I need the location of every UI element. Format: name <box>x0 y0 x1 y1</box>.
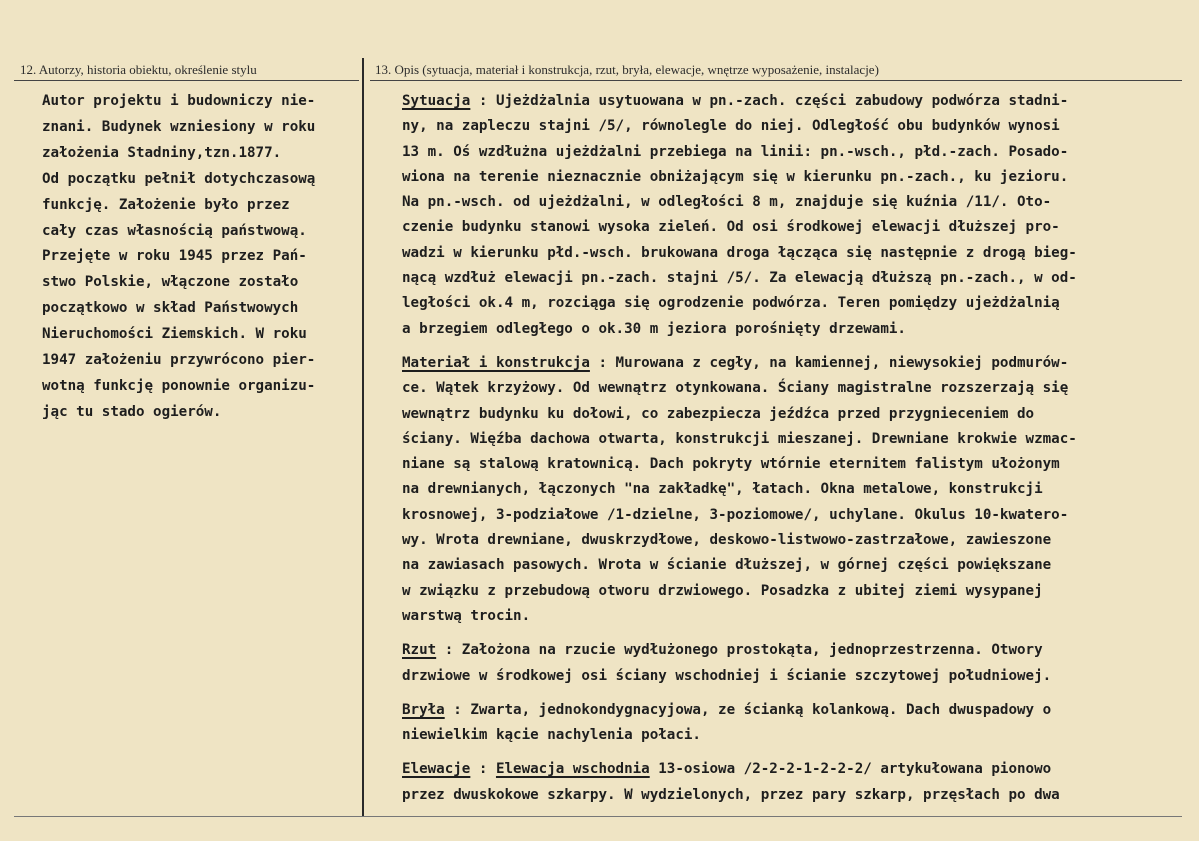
description-line: wadzi w kierunku płd.-wsch. brukowana droga łącząca się następnie z drogą bieg- <box>402 244 1077 261</box>
description-line: nącą wzdłuż elewacji pn.-zach. stajni /5/. Za elewacją dłuższą pn.-zach., w od- <box>402 270 1077 287</box>
description-line: wiona na terenie nieznacznie obniżającym się w kierunku pn.-zach., ku jezioru. <box>402 168 1069 185</box>
paragraph-material <box>402 351 1187 629</box>
description-line: Na pn.-wsch. od ujeżdżalni, w odległości 8 m, znajduje się kuźnia /11/. Oto- <box>402 194 1052 211</box>
history-line: założenia Stadniny,tzn.1877. <box>42 144 282 161</box>
description-line: niane są stalową kratownicą. Dach pokryty wtórnie eternitem falistym ułożonym <box>402 456 1060 473</box>
history-text <box>42 89 360 426</box>
history-line: Autor projektu i budowniczy nie- <box>42 93 316 109</box>
description-line-text: : Murowana z cegły, na kamiennej, niewysokiej podmurów- <box>589 354 1069 371</box>
description-line: ny, na zapleczu stajni /5/, równolegle do niej. Odległość obu budynków wynosi <box>402 118 1060 135</box>
paragraph-elewacje <box>402 757 1187 808</box>
description-line <box>402 698 1187 723</box>
history-line: znani. Budynek wzniesiony w roku <box>42 118 316 135</box>
history-line: jąc tu stado ogierów. <box>42 403 222 420</box>
description-line-text: 13-osiowa /2-2-2-1-2-2-2/ artykułowana pionowo <box>649 761 1052 778</box>
history-line: funkcję. Założenie było przez <box>42 196 290 213</box>
label-elewacja-wschodnia: Elewacja wschodnia <box>495 761 650 778</box>
description-line: ściany. Więźba dachowa otwarta, konstrukcji mieszanej. Drewniane krokwie wzmac- <box>402 430 1077 447</box>
description-line <box>402 757 1187 782</box>
history-line: 1947 założeniu przywrócono pier- <box>42 352 316 369</box>
description-line: ce. Wątek krzyżowy. Od wewnątrz otynkowana. Ściany magistralne rozszerzają się <box>402 380 1069 397</box>
description-line: krosnowej, 3-podziałowe /1-dzielne, 3-poziomowe/, uchylane. Okulus 10-kwatero- <box>402 506 1069 523</box>
paragraph-rzut <box>402 638 1187 689</box>
description-line: wy. Wrota drewniane, dwuskrzydłowe, deskowo-listwowo-zastrzałowe, zawieszone <box>402 532 1052 549</box>
description-line-text: : Ujeżdżalnia usytuowana w pn.-zach. części zabudowy podwórza stadni- <box>470 93 1069 109</box>
description-line: w związku z przebudową otworu drzwiowego. Posadzka z ubitej ziemi wysypanej <box>402 582 1043 599</box>
history-line: stwo Polskie, włączone zostało <box>42 274 299 291</box>
label-sytuacja: Sytuacja <box>402 93 471 109</box>
paragraph-sytuacja <box>402 89 1187 342</box>
description-line <box>402 638 1187 663</box>
description-text <box>402 89 1187 817</box>
history-line: Przejęte w roku 1945 przez Pań- <box>42 248 307 265</box>
description-line: ległości ok.4 m, rozciąga się ogrodzenie podwórza. Teren pomiędzy ujeżdżalnią <box>402 295 1060 312</box>
label-rzut: Rzut <box>402 642 437 659</box>
label-elewacje: Elewacje <box>402 761 471 778</box>
header-rule-left <box>14 80 359 81</box>
header-rule-right <box>370 80 1182 81</box>
description-line: na zawiasach pasowych. Wrota w ścianie dłuższej, w górnej części powiększane <box>402 557 1052 574</box>
history-line: Nieruchomości Ziemskich. W roku <box>42 326 307 343</box>
label-bryla: Bryła <box>402 701 445 718</box>
description-line: drzwiowe w środkowej osi ściany wschodniej i ścianie szczytowej południowej. <box>402 667 1052 684</box>
description-line: a brzegiem odległego o ok.30 m jeziora porośnięty drzewami. <box>402 320 906 337</box>
description-line <box>402 351 1187 376</box>
column-divider <box>362 58 364 816</box>
section-12-header: 12. Autorzy, historia obiektu, określenie stylu <box>20 62 257 77</box>
history-line: wotną funkcję ponownie organizu- <box>42 377 316 394</box>
label-separator: : <box>470 761 496 778</box>
history-line: początkowo w skład Państwowych <box>42 300 299 317</box>
history-line: Od początku pełnił dotychczasową <box>42 170 316 187</box>
label-material: Materiał i konstrukcja <box>402 354 590 371</box>
section-13-header: 13. Opis (sytuacja, materiał i konstrukcja, rzut, bryła, elewacje, wnętrze wyposażenie, instalacje) <box>375 62 879 77</box>
description-line: czenie budynku stanowi wysoka zieleń. Od osi środkowej elewacji dłuższej pro- <box>402 219 1060 236</box>
description-line: niewielkim kącie nachylenia połaci. <box>402 727 701 744</box>
description-line: 13 m. Oś wzdłużna ujeżdżalni przebiega na linii: pn.-wsch., płd.-zach. Posado- <box>402 143 1069 160</box>
description-line <box>402 89 1187 114</box>
description-line: wewnątrz budynku ku dołowi, co zabezpiecza jeźdźca przed przygnieceniem do <box>402 405 1035 422</box>
description-line: przez dwuskokowe szkarpy. W wydzielonych, przez pary szkarp, przęsłach po dwa <box>402 786 1060 803</box>
description-line-text: : Zwarta, jednokondygnacyjowa, ze ścianką kolankową. Dach dwuspadowy o <box>444 701 1052 718</box>
description-line: na drewnianych, łączonych "na zakładkę", łatach. Okna metalowe, konstrukcji <box>402 481 1043 498</box>
description-line: warstwą trocin. <box>402 607 531 624</box>
description-line-text: : Założona na rzucie wydłużonego prostokąta, jednoprzestrzenna. Otwory <box>436 642 1043 659</box>
history-line: cały czas własnością państwową. <box>42 222 307 239</box>
paragraph-bryla <box>402 698 1187 749</box>
